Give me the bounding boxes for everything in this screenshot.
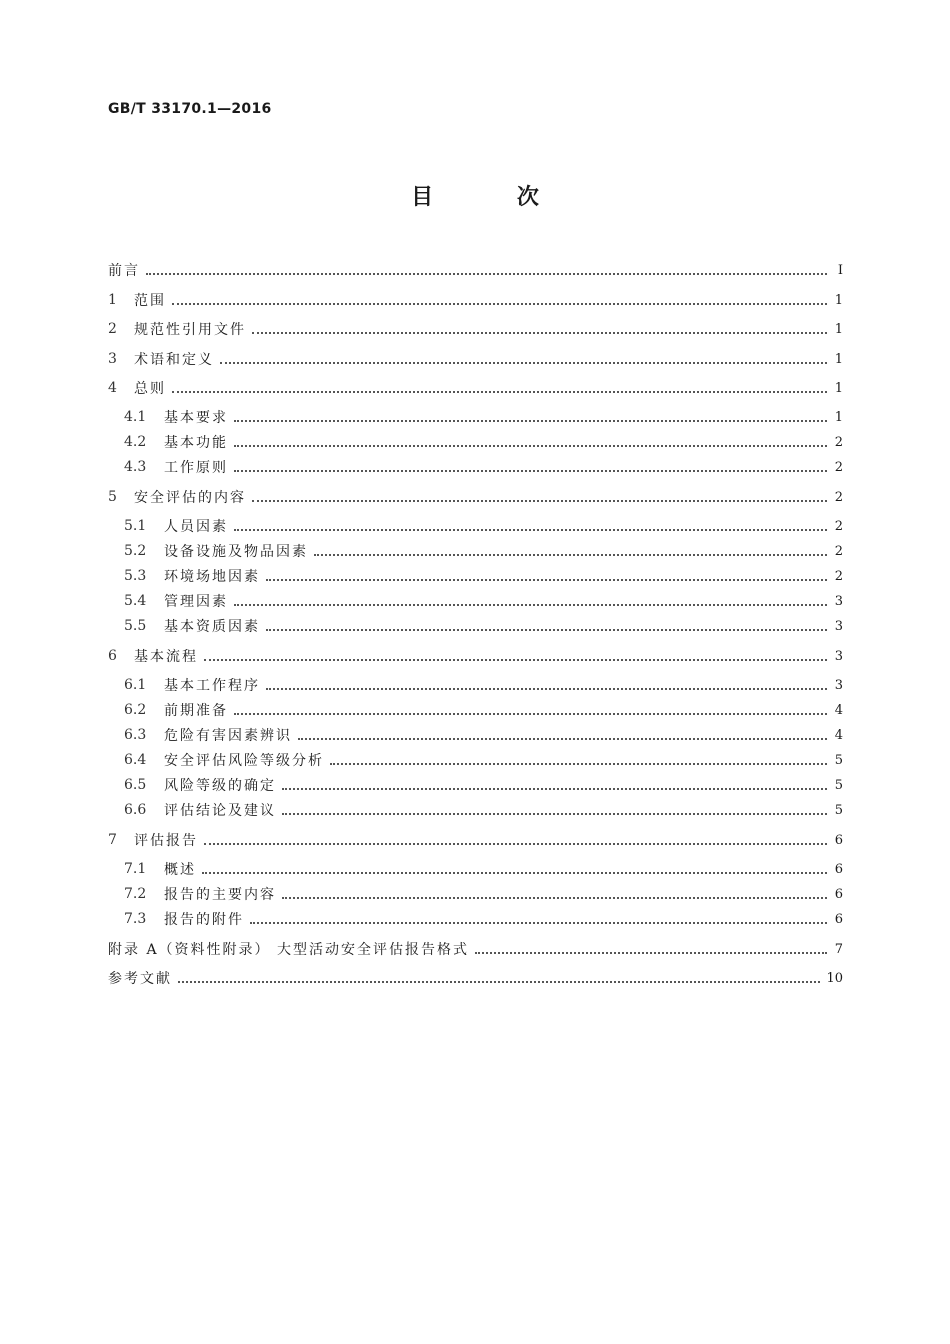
toc-entry-label: 基本要求 xyxy=(164,410,228,426)
toc-entry-label: 规范性引用文件 xyxy=(134,322,246,338)
toc-entry[interactable] xyxy=(124,700,843,720)
toc-entry[interactable] xyxy=(124,750,843,770)
toc-entry[interactable] xyxy=(124,457,843,477)
toc-leader-dots xyxy=(234,408,827,422)
toc-leader-dots xyxy=(266,567,827,581)
toc-entry-page: 2 xyxy=(834,459,843,475)
toc-entry-label: 设备设施及物品因素 xyxy=(164,544,308,560)
toc-entry-number: 6.1 xyxy=(124,677,147,693)
toc-entry[interactable] xyxy=(124,800,843,820)
toc-entry[interactable] xyxy=(124,407,843,427)
toc-entry-page: 3 xyxy=(834,677,843,693)
toc-entry-label: 风险等级的确定 xyxy=(164,778,276,794)
toc-entry-label: 报告的附件 xyxy=(164,912,244,928)
toc-entry-number: 7 xyxy=(108,832,117,848)
toc-entry-page: 6 xyxy=(834,861,843,877)
toc-leader-dots xyxy=(252,320,827,334)
toc-entry-label: 危险有害因素辨识 xyxy=(164,728,292,744)
toc-entry-number: 7.2 xyxy=(124,886,147,902)
toc-entry[interactable] xyxy=(108,260,843,280)
toc-leader-dots xyxy=(252,488,827,502)
toc-entry[interactable] xyxy=(108,968,843,988)
toc-entry-label: 管理因素 xyxy=(164,594,228,610)
toc-entry-number: 6.6 xyxy=(124,802,147,818)
toc-entry-number: 7.3 xyxy=(124,911,147,927)
toc-entry[interactable] xyxy=(108,349,843,369)
toc-entry[interactable] xyxy=(124,616,843,636)
toc-entry-number: 4.1 xyxy=(124,409,147,425)
toc-entry-page: Ⅰ xyxy=(837,262,843,278)
toc-entry-number: 6.3 xyxy=(124,727,147,743)
toc-entry-number: 1 xyxy=(108,292,117,308)
page-title: 目 次 xyxy=(411,185,577,210)
toc-entry-number: 6.4 xyxy=(124,752,147,768)
toc-entry-number: 5.4 xyxy=(124,593,147,609)
toc-entry-page: 7 xyxy=(834,941,843,957)
toc-leader-dots xyxy=(282,885,827,899)
toc-entry-label: 基本流程 xyxy=(134,649,198,665)
toc-entry[interactable] xyxy=(124,884,843,904)
toc-leader-dots xyxy=(314,542,827,556)
toc-entry[interactable] xyxy=(124,566,843,586)
toc-leader-dots xyxy=(282,776,827,790)
toc-entry-page: 1 xyxy=(834,380,843,396)
toc-entry-number: 7.1 xyxy=(124,861,147,877)
toc-entry-label: 报告的主要内容 xyxy=(164,887,276,903)
standard-code: GB/T 33170.1—2016 xyxy=(108,101,272,117)
toc-entry-label: 评估结论及建议 xyxy=(164,803,276,819)
toc-entry-label: 安全评估的内容 xyxy=(134,490,246,506)
toc-entry-page: 6 xyxy=(834,886,843,902)
toc-leader-dots xyxy=(330,751,827,765)
toc-leader-dots xyxy=(266,617,827,631)
toc-entry-page: 1 xyxy=(834,409,843,425)
toc-entry-label: 基本工作程序 xyxy=(164,678,260,694)
toc-entry-label: 评估报告 xyxy=(134,833,198,849)
toc-entry[interactable] xyxy=(124,775,843,795)
toc-entry-page: 3 xyxy=(834,618,843,634)
toc-entry[interactable] xyxy=(108,487,843,507)
toc-entry-page: 10 xyxy=(826,970,843,986)
toc-leader-dots xyxy=(178,969,820,983)
toc-entry-page: 2 xyxy=(834,518,843,534)
toc-entry-page: 5 xyxy=(834,777,843,793)
toc-leader-dots xyxy=(172,291,827,305)
toc-entry-label: 前期准备 xyxy=(164,703,228,719)
toc-entry[interactable] xyxy=(108,646,843,666)
toc-entry-number: 4.3 xyxy=(124,459,147,475)
toc-leader-dots xyxy=(250,910,827,924)
toc-leader-dots xyxy=(220,350,827,364)
toc-entry[interactable] xyxy=(124,859,843,879)
toc-entry-number: 5 xyxy=(108,489,117,505)
toc-entry-page: 2 xyxy=(834,434,843,450)
toc-entry-number: 4.2 xyxy=(124,434,147,450)
toc-entry-label: 术语和定义 xyxy=(134,352,214,368)
toc-leader-dots xyxy=(298,726,827,740)
toc-entry[interactable] xyxy=(124,432,843,452)
toc-entry[interactable] xyxy=(124,909,843,929)
toc-entry[interactable] xyxy=(108,378,843,398)
toc-entry-label: 人员因素 xyxy=(164,519,228,535)
toc-entry-label: 范围 xyxy=(134,293,166,309)
toc-entry-label: 概述 xyxy=(164,862,196,878)
toc-entry-page: 6 xyxy=(834,832,843,848)
toc-entry-label: 附录 A（资料性附录） 大型活动安全评估报告格式 xyxy=(108,942,470,958)
toc-entry-page: 6 xyxy=(834,911,843,927)
toc-entry-number: 6.2 xyxy=(124,702,147,718)
toc-leader-dots xyxy=(234,433,827,447)
toc-entry-page: 5 xyxy=(834,802,843,818)
toc-entry-number: 5.2 xyxy=(124,543,147,559)
toc-entry-page: 4 xyxy=(834,702,843,718)
toc-entry-label: 前言 xyxy=(108,263,140,279)
toc-entry[interactable] xyxy=(124,591,843,611)
toc-entry-page: 2 xyxy=(834,568,843,584)
toc-leader-dots xyxy=(172,379,827,393)
toc-entry-label: 基本功能 xyxy=(164,435,228,451)
toc-entry-page: 1 xyxy=(834,292,843,308)
toc-entry-number: 6 xyxy=(108,648,117,664)
toc-entry-label: 基本资质因素 xyxy=(164,619,260,635)
toc-entry[interactable] xyxy=(124,541,843,561)
toc-entry-page: 5 xyxy=(834,752,843,768)
toc-entry[interactable] xyxy=(124,725,843,745)
toc-entry-number: 5.5 xyxy=(124,618,147,634)
toc-entry-number: 6.5 xyxy=(124,777,147,793)
toc-leader-dots xyxy=(234,517,827,531)
toc-entry[interactable] xyxy=(108,939,843,959)
toc-leader-dots xyxy=(234,592,827,606)
toc-leader-dots xyxy=(234,701,827,715)
toc-entry-page: 2 xyxy=(834,543,843,559)
toc-entry[interactable] xyxy=(108,319,843,339)
toc-entry-label: 工作原则 xyxy=(164,460,228,476)
toc-entry-number: 3 xyxy=(108,351,117,367)
toc-leader-dots xyxy=(204,647,827,661)
toc-entry-label: 环境场地因素 xyxy=(164,569,260,585)
toc-entry-page: 2 xyxy=(834,489,843,505)
toc-leader-dots xyxy=(204,831,827,845)
toc-entry-number: 5.3 xyxy=(124,568,147,584)
toc-entry-number: 4 xyxy=(108,380,117,396)
toc-entry-page: 4 xyxy=(834,727,843,743)
toc-leader-dots xyxy=(475,940,827,954)
toc-entry[interactable] xyxy=(108,830,843,850)
toc-leader-dots xyxy=(146,261,827,275)
toc-entry[interactable] xyxy=(124,516,843,536)
toc-entry[interactable] xyxy=(124,675,843,695)
toc-entry-label: 安全评估风险等级分析 xyxy=(164,753,324,769)
toc-entry-number: 2 xyxy=(108,321,117,337)
toc-leader-dots xyxy=(266,676,827,690)
toc-entry[interactable] xyxy=(108,290,843,310)
toc-entry-page: 3 xyxy=(834,593,843,609)
toc-entry-page: 1 xyxy=(834,321,843,337)
toc-leader-dots xyxy=(282,801,827,815)
toc-leader-dots xyxy=(234,458,827,472)
toc-entry-page: 3 xyxy=(834,648,843,664)
toc-leader-dots xyxy=(202,860,827,874)
toc-entry-label: 参考文献 xyxy=(108,971,172,987)
toc-entry-page: 1 xyxy=(834,351,843,367)
toc-entry-number: 5.1 xyxy=(124,518,147,534)
toc-entry-label: 总则 xyxy=(134,381,166,397)
